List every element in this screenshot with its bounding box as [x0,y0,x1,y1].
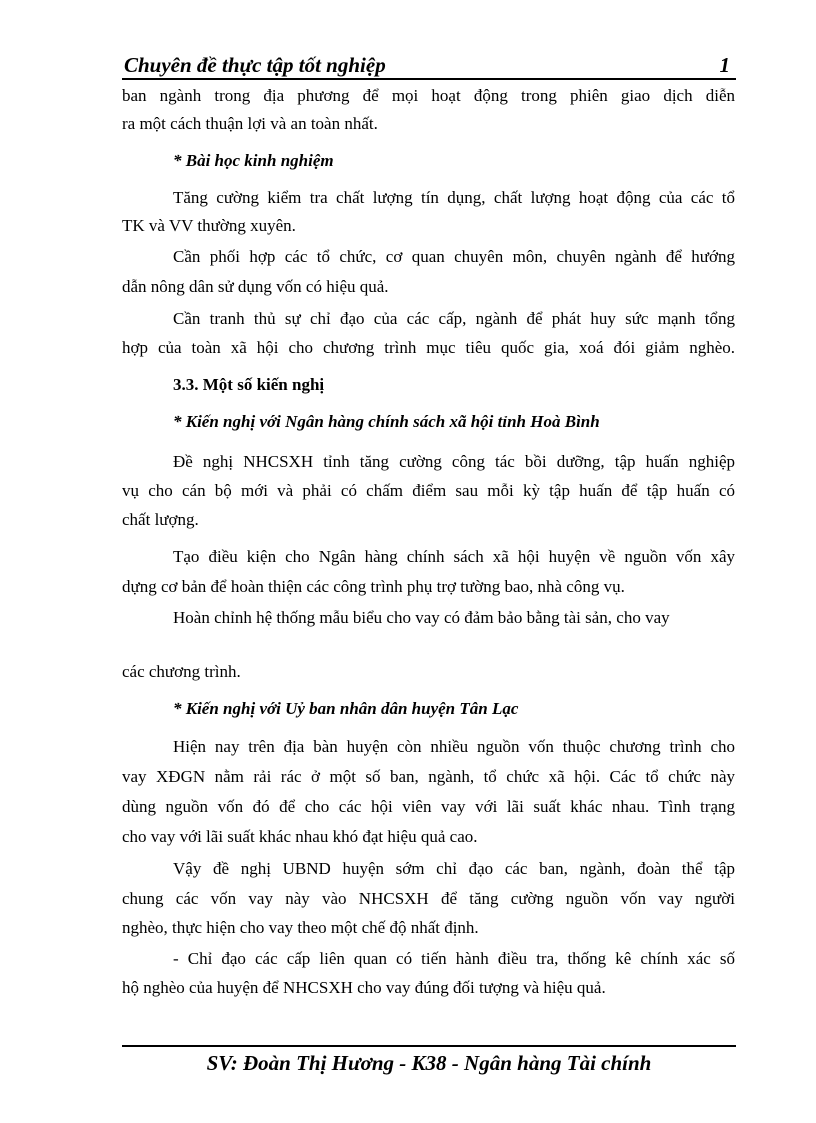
page-header [122,50,736,80]
paragraph-line: nghèo, thực hiện cho vay theo một chế độ nhất định. [122,918,479,937]
paragraph-line: vay XĐGN nằm rải rác ở một số ban, ngành, tổ chức xã hội. Các tổ chức này [122,767,735,786]
paragraph-line: Vậy đề nghị UBND huyện sớm chỉ đạo các ban, ngành, đoàn thể tập [173,859,735,878]
paragraph-line: TK và VV thường xuyên. [122,216,296,235]
paragraph-line: Cần phối hợp các tổ chức, cơ quan chuyên môn, chuyên ngành để hướng [173,247,735,266]
paragraph-line: chất lượng. [122,510,199,529]
page-footer: SV: Đoàn Thị Hương - K38 - Ngân hàng Tài chính [206,1051,652,1075]
paragraph-line: Hiện nay trên địa bàn huyện còn nhiều nguồn vốn thuộc chương trình cho [173,737,735,756]
paragraph-line: Tạo điều kiện cho Ngân hàng chính sách xã hội huyện về nguồn vốn xây [173,547,735,566]
paragraph-line: vụ cho cán bộ mới và phải có chấm điểm sau mỗi kỳ tập huấn để tập huấn có [122,481,735,500]
paragraph-line: ban ngành trong địa phương để mọi hoạt động trong phiên giao dịch diễn [122,86,735,105]
paragraph-line: Hoàn chỉnh hệ thống mẫu biểu cho vay có đảm bảo bằng tài sản, cho vay [173,608,670,627]
paragraph-line: chung các vốn vay này vào NHCSXH để tăng cường nguồn vốn vay người [122,889,735,908]
paragraph-line: dẫn nông dân sử dụng vốn có hiệu quả. [122,277,389,296]
paragraph-line: Đề nghị NHCSXH tỉnh tăng cường công tác bồi dưỡng, tập huấn nghiệp [173,452,735,471]
paragraph-line: cho vay với lãi suất khác nhau khó đạt hiệu quả cao. [122,827,478,846]
paragraph-line: dựng cơ bản để hoàn thiện các công trình phụ trợ tường bao, nhà công vụ. [122,577,625,596]
paragraph-line: hợp của toàn xã hội cho chương trình mục tiêu quốc gia, xoá đói giảm nghèo. [122,338,735,357]
paragraph-line: các chương trình. [122,662,241,681]
subheading-bank: * Kiến nghị với Ngân hàng chính sách xã hội tỉnh Hoà Bình [173,412,600,431]
paragraph-line: Tăng cường kiểm tra chất lượng tín dụng, chất lượng hoạt động của các tổ [173,188,735,207]
subheading-lessons: * Bài học kinh nghiệm [173,151,334,170]
paragraph-line: dùng nguồn vốn đó để cho các hội viên vay với lãi suất khác nhau. Tình trạng [122,797,735,816]
header-title: Chuyên đề thực tập tốt nghiệp [124,53,386,77]
footer-divider [122,1045,736,1047]
paragraph-line: ra một cách thuận lợi và an toàn nhất. [122,114,378,133]
section-heading: 3.3. Một số kiến nghị [173,375,325,394]
paragraph-line: hộ nghèo của huyện để NHCSXH cho vay đúng đối tượng và hiệu quả. [122,978,606,997]
paragraph-line: Cần tranh thủ sự chỉ đạo của các cấp, ngành để phát huy sức mạnh tổng [173,309,735,328]
paragraph-line: - Chỉ đạo các cấp liên quan có tiến hành điều tra, thống kê chính xác số [173,949,735,968]
subheading-committee: * Kiến nghị với Uỷ ban nhân dân huyện Tân Lạc [173,699,519,718]
page-number: 1 [719,53,730,77]
